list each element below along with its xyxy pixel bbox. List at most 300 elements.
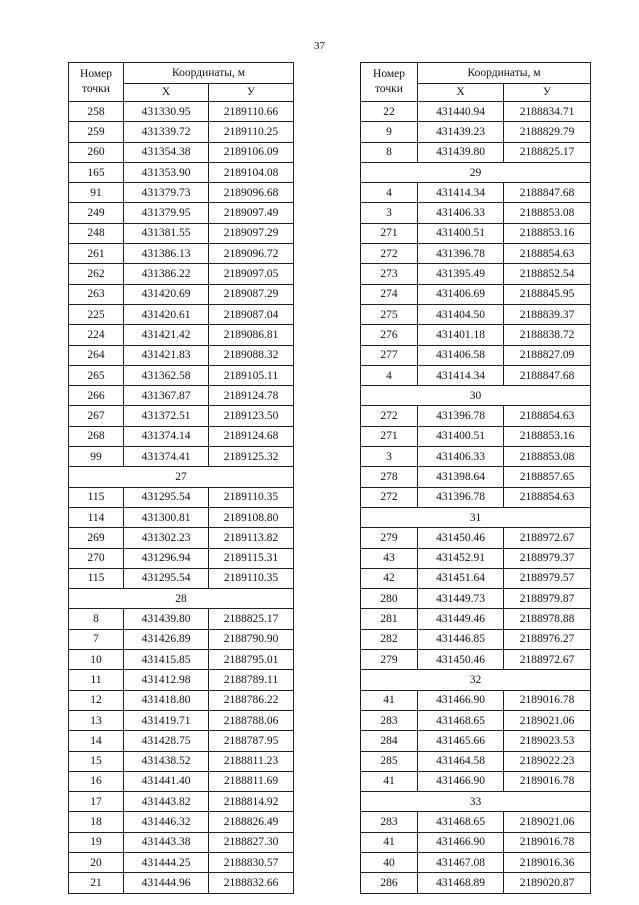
table-row <box>361 406 591 426</box>
table-row <box>361 751 591 771</box>
point-number-cell: 8 <box>361 142 418 162</box>
y-coordinate-cell: 2188811.23 <box>209 751 294 771</box>
table-row <box>69 771 294 791</box>
x-coordinate-cell: 431419.71 <box>124 710 209 730</box>
y-coordinate-cell: 2189020.87 <box>504 873 591 893</box>
point-number-cell: 225 <box>69 304 124 324</box>
point-number-cell: 279 <box>361 650 418 670</box>
point-number-cell: 275 <box>361 304 418 324</box>
x-coordinate-cell: 431418.80 <box>124 690 209 710</box>
y-coordinate-cell: 2189096.68 <box>209 183 294 203</box>
group-number: 27 <box>69 467 294 487</box>
point-number-cell: 12 <box>69 690 124 710</box>
point-number-cell: 115 <box>69 487 124 507</box>
point-number-cell: 266 <box>69 386 124 406</box>
x-coordinate-cell: 431372.51 <box>124 406 209 426</box>
y-coordinate-cell: 2188790.90 <box>209 629 294 649</box>
y-coordinate-cell: 2188832.66 <box>209 873 294 893</box>
y-coordinate-cell: 2188839.37 <box>504 304 591 324</box>
y-coordinate-cell: 2188787.95 <box>209 731 294 751</box>
point-number-cell: 249 <box>69 203 124 223</box>
x-coordinate-cell: 431381.55 <box>124 223 209 243</box>
x-coordinate-cell: 431452.91 <box>418 548 504 568</box>
table-row <box>69 507 294 527</box>
point-number-cell: 19 <box>69 832 124 852</box>
table-row <box>69 873 294 893</box>
point-number-cell: 15 <box>69 751 124 771</box>
table-row <box>69 203 294 223</box>
y-coordinate-cell: 2188972.67 <box>504 528 591 548</box>
table-row <box>361 142 591 162</box>
group-row <box>69 467 294 487</box>
group-row <box>361 162 591 182</box>
y-coordinate-cell: 2189097.29 <box>209 223 294 243</box>
y-coordinate-cell: 2188857.65 <box>504 467 591 487</box>
point-number-cell: 258 <box>69 102 124 122</box>
point-number-cell: 4 <box>361 365 418 385</box>
point-number-cell: 10 <box>69 650 124 670</box>
point-number-cell: 274 <box>361 284 418 304</box>
table-row <box>69 751 294 771</box>
x-coordinate-cell: 431468.89 <box>418 873 504 893</box>
y-coordinate-cell: 2189023.53 <box>504 731 591 751</box>
y-coordinate-cell: 2188826.49 <box>209 812 294 832</box>
group-number: 31 <box>361 507 591 527</box>
table-row <box>69 264 294 284</box>
table-row <box>69 345 294 365</box>
x-coordinate-cell: 431439.23 <box>418 122 504 142</box>
table-row <box>361 710 591 730</box>
table-row <box>361 264 591 284</box>
table-row <box>361 365 591 385</box>
table-row <box>69 447 294 467</box>
x-coordinate-cell: 431450.46 <box>418 650 504 670</box>
x-coordinate-cell: 431420.69 <box>124 284 209 304</box>
table-row <box>361 528 591 548</box>
x-coordinate-cell: 431421.83 <box>124 345 209 365</box>
point-number-cell: 279 <box>361 528 418 548</box>
x-coordinate-cell: 431440.94 <box>418 102 504 122</box>
x-coordinate-cell: 431353.90 <box>124 162 209 182</box>
point-number-cell: 224 <box>69 325 124 345</box>
point-number-cell: 284 <box>361 731 418 751</box>
x-coordinate-cell: 431302.23 <box>124 528 209 548</box>
x-coordinate-cell: 431467.08 <box>418 852 504 872</box>
group-number: 33 <box>361 792 591 812</box>
y-coordinate-cell: 2189124.78 <box>209 386 294 406</box>
y-coordinate-cell: 2188845.95 <box>504 284 591 304</box>
x-coordinate-cell: 431441.40 <box>124 771 209 791</box>
group-row <box>361 386 591 406</box>
point-number-cell: 41 <box>361 832 418 852</box>
y-coordinate-cell: 2189108.80 <box>209 507 294 527</box>
y-coordinate-cell: 2189124.68 <box>209 426 294 446</box>
x-coordinate-cell: 431386.13 <box>124 244 209 264</box>
group-row <box>69 589 294 609</box>
y-coordinate-cell: 2188838.72 <box>504 325 591 345</box>
table-row <box>69 122 294 142</box>
point-number-cell: 248 <box>69 223 124 243</box>
y-coordinate-cell: 2188830.57 <box>209 852 294 872</box>
y-coordinate-cell: 2188795.01 <box>209 650 294 670</box>
y-coordinate-cell: 2189125.32 <box>209 447 294 467</box>
point-number-cell: 3 <box>361 203 418 223</box>
table-row <box>361 852 591 872</box>
table-row <box>69 832 294 852</box>
point-number-cell: 276 <box>361 325 418 345</box>
x-coordinate-cell: 431446.85 <box>418 629 504 649</box>
table-row <box>361 122 591 142</box>
point-number-cell: 261 <box>69 244 124 264</box>
table-row <box>361 690 591 710</box>
point-number-header-line1: Номер <box>80 68 112 80</box>
y-coordinate-cell: 2188827.30 <box>209 832 294 852</box>
x-coordinate-cell: 431446.32 <box>124 812 209 832</box>
y-coordinate-cell: 2188811.69 <box>209 771 294 791</box>
point-number-cell: 281 <box>361 609 418 629</box>
point-number-cell: 114 <box>69 507 124 527</box>
point-number-cell: 41 <box>361 690 418 710</box>
point-number-header <box>69 63 124 102</box>
point-number-cell: 268 <box>69 426 124 446</box>
point-number-header-line2: точки <box>82 83 110 95</box>
y-coordinate-cell: 2188854.63 <box>504 244 591 264</box>
table-row <box>361 548 591 568</box>
y-coordinate-cell: 2189104.08 <box>209 162 294 182</box>
point-number-cell: 99 <box>69 447 124 467</box>
point-number-cell: 165 <box>69 162 124 182</box>
x-coordinate-cell: 431415.85 <box>124 650 209 670</box>
y-coordinate-cell: 2188789.11 <box>209 670 294 690</box>
table-row <box>361 832 591 852</box>
y-coordinate-cell: 2188825.17 <box>209 609 294 629</box>
point-number-cell: 265 <box>69 365 124 385</box>
y-coordinate-cell: 2189016.78 <box>504 690 591 710</box>
table-row <box>69 284 294 304</box>
x-coordinate-cell: 431354.38 <box>124 142 209 162</box>
x-coordinate-cell: 431330.95 <box>124 102 209 122</box>
x-coordinate-cell: 431404.50 <box>418 304 504 324</box>
table-row <box>69 629 294 649</box>
y-coordinate-cell: 2189088.32 <box>209 345 294 365</box>
x-coordinate-cell: 431420.61 <box>124 304 209 324</box>
x-coordinate-cell: 431466.90 <box>418 690 504 710</box>
x-coordinate-cell: 431406.33 <box>418 203 504 223</box>
point-number-cell: 282 <box>361 629 418 649</box>
table-row <box>361 487 591 507</box>
y-coordinate-cell: 2188829.79 <box>504 122 591 142</box>
point-number-cell: 283 <box>361 710 418 730</box>
y-coordinate-cell: 2188854.63 <box>504 406 591 426</box>
point-number-cell: 259 <box>69 122 124 142</box>
table-row <box>69 609 294 629</box>
table-row <box>69 670 294 690</box>
table-row <box>69 792 294 812</box>
group-row <box>361 792 591 812</box>
point-number-cell: 278 <box>361 467 418 487</box>
point-number-cell: 270 <box>69 548 124 568</box>
y-coordinate-cell: 2189021.06 <box>504 812 591 832</box>
coordinates-table-right <box>360 62 591 894</box>
y-coordinate-cell: 2189097.49 <box>209 203 294 223</box>
y-coordinate-cell: 2189096.72 <box>209 244 294 264</box>
x-coordinate-cell: 431367.87 <box>124 386 209 406</box>
y-coordinate-cell: 2188979.37 <box>504 548 591 568</box>
point-number-cell: 42 <box>361 568 418 588</box>
point-number-cell: 269 <box>69 528 124 548</box>
x-coordinate-cell: 431406.58 <box>418 345 504 365</box>
y-coordinate-cell: 2188825.17 <box>504 142 591 162</box>
y-coordinate-cell: 2188854.63 <box>504 487 591 507</box>
point-number-cell: 14 <box>69 731 124 751</box>
x-coordinate-cell: 431379.73 <box>124 183 209 203</box>
y-coordinate-cell: 2188834.71 <box>504 102 591 122</box>
x-coordinate-cell: 431451.64 <box>418 568 504 588</box>
x-coordinate-cell: 431412.98 <box>124 670 209 690</box>
y-header: У <box>209 83 294 101</box>
point-number-cell: 43 <box>361 548 418 568</box>
coordinates-body-left <box>69 102 294 894</box>
x-coordinate-cell: 431466.90 <box>418 832 504 852</box>
point-number-cell: 285 <box>361 751 418 771</box>
table-row <box>361 589 591 609</box>
table-row <box>69 162 294 182</box>
x-coordinate-cell: 431395.49 <box>418 264 504 284</box>
table-row <box>69 690 294 710</box>
table-row <box>361 284 591 304</box>
group-number: 29 <box>361 162 591 182</box>
y-coordinate-cell: 2189105.11 <box>209 365 294 385</box>
table-row <box>69 325 294 345</box>
point-number-cell: 7 <box>69 629 124 649</box>
x-coordinate-cell: 431374.14 <box>124 426 209 446</box>
x-coordinate-cell: 431414.34 <box>418 183 504 203</box>
table-row <box>69 568 294 588</box>
x-coordinate-cell: 431465.66 <box>418 731 504 751</box>
y-coordinate-cell: 2189016.78 <box>504 832 591 852</box>
point-number-header-line1: Номер <box>373 68 405 80</box>
point-number-cell: 262 <box>69 264 124 284</box>
x-coordinate-cell: 431296.94 <box>124 548 209 568</box>
table-row <box>69 304 294 324</box>
y-coordinate-cell: 2188853.16 <box>504 223 591 243</box>
coordinates-header: Координаты, м <box>418 63 591 84</box>
point-number-cell: 260 <box>69 142 124 162</box>
x-coordinate-cell: 431396.78 <box>418 244 504 264</box>
point-number-cell: 40 <box>361 852 418 872</box>
point-number-cell: 91 <box>69 183 124 203</box>
y-coordinate-cell: 2189022.23 <box>504 751 591 771</box>
table-row <box>361 650 591 670</box>
y-coordinate-cell: 2189087.29 <box>209 284 294 304</box>
x-coordinate-cell: 431406.69 <box>418 284 504 304</box>
table-row <box>361 812 591 832</box>
point-number-cell: 16 <box>69 771 124 791</box>
point-number-cell: 277 <box>361 345 418 365</box>
table-row <box>361 731 591 751</box>
x-coordinate-cell: 431295.54 <box>124 568 209 588</box>
x-coordinate-cell: 431468.65 <box>418 710 504 730</box>
y-coordinate-cell: 2188853.08 <box>504 447 591 467</box>
y-coordinate-cell: 2188814.92 <box>209 792 294 812</box>
table-row <box>361 223 591 243</box>
y-coordinate-cell: 2189110.25 <box>209 122 294 142</box>
x-coordinate-cell: 431439.80 <box>124 609 209 629</box>
point-number-header <box>361 63 418 102</box>
y-coordinate-cell: 2188979.57 <box>504 568 591 588</box>
table-row <box>69 650 294 670</box>
point-number-cell: 11 <box>69 670 124 690</box>
table-row <box>69 183 294 203</box>
y-coordinate-cell: 2188788.06 <box>209 710 294 730</box>
group-number: 32 <box>361 670 591 690</box>
x-coordinate-cell: 431443.38 <box>124 832 209 852</box>
y-coordinate-cell: 2189115.31 <box>209 548 294 568</box>
x-coordinate-cell: 431449.46 <box>418 609 504 629</box>
point-number-cell: 267 <box>69 406 124 426</box>
x-coordinate-cell: 431438.52 <box>124 751 209 771</box>
x-coordinate-cell: 431398.64 <box>418 467 504 487</box>
y-coordinate-cell: 2188979.87 <box>504 589 591 609</box>
y-coordinate-cell: 2189106.09 <box>209 142 294 162</box>
point-number-cell: 264 <box>69 345 124 365</box>
x-coordinate-cell: 431386.22 <box>124 264 209 284</box>
point-number-cell: 9 <box>361 122 418 142</box>
y-coordinate-cell: 2188853.08 <box>504 203 591 223</box>
y-coordinate-cell: 2188786.22 <box>209 690 294 710</box>
y-coordinate-cell: 2188847.68 <box>504 365 591 385</box>
x-coordinate-cell: 431400.51 <box>418 426 504 446</box>
y-coordinate-cell: 2188852.54 <box>504 264 591 284</box>
x-coordinate-cell: 431400.51 <box>418 223 504 243</box>
point-number-cell: 8 <box>69 609 124 629</box>
point-number-cell: 17 <box>69 792 124 812</box>
table-row <box>361 609 591 629</box>
y-coordinate-cell: 2189087.04 <box>209 304 294 324</box>
x-coordinate-cell: 431339.72 <box>124 122 209 142</box>
table-row <box>69 812 294 832</box>
point-number-cell: 271 <box>361 426 418 446</box>
table-row <box>361 447 591 467</box>
table-row <box>69 223 294 243</box>
x-header: Х <box>418 83 504 101</box>
point-number-cell: 272 <box>361 244 418 264</box>
y-coordinate-cell: 2189110.66 <box>209 102 294 122</box>
point-number-cell: 4 <box>361 183 418 203</box>
table-row <box>69 487 294 507</box>
y-coordinate-cell: 2189113.82 <box>209 528 294 548</box>
table-row <box>69 426 294 446</box>
x-coordinate-cell: 431396.78 <box>418 406 504 426</box>
y-coordinate-cell: 2188827.09 <box>504 345 591 365</box>
table-row <box>361 426 591 446</box>
x-coordinate-cell: 431450.46 <box>418 528 504 548</box>
x-coordinate-cell: 431396.78 <box>418 487 504 507</box>
table-row <box>69 852 294 872</box>
table-row <box>361 345 591 365</box>
x-coordinate-cell: 431374.41 <box>124 447 209 467</box>
table-row <box>69 528 294 548</box>
y-coordinate-cell: 2189097.05 <box>209 264 294 284</box>
point-number-cell: 18 <box>69 812 124 832</box>
y-coordinate-cell: 2189110.35 <box>209 487 294 507</box>
table-row <box>69 548 294 568</box>
x-coordinate-cell: 431406.33 <box>418 447 504 467</box>
table-row <box>361 203 591 223</box>
table-row <box>361 771 591 791</box>
x-coordinate-cell: 431468.65 <box>418 812 504 832</box>
y-coordinate-cell: 2189123.50 <box>209 406 294 426</box>
x-coordinate-cell: 431362.58 <box>124 365 209 385</box>
point-number-header-line2: точки <box>375 83 403 95</box>
x-coordinate-cell: 431428.75 <box>124 731 209 751</box>
x-coordinate-cell: 431414.34 <box>418 365 504 385</box>
point-number-cell: 21 <box>69 873 124 893</box>
y-coordinate-cell: 2189021.06 <box>504 710 591 730</box>
y-coordinate-cell: 2188978.88 <box>504 609 591 629</box>
x-coordinate-cell: 431295.54 <box>124 487 209 507</box>
group-number: 28 <box>69 589 294 609</box>
y-coordinate-cell: 2189110.35 <box>209 568 294 588</box>
table-row <box>69 365 294 385</box>
coordinates-table-left <box>68 62 294 894</box>
x-coordinate-cell: 431300.81 <box>124 507 209 527</box>
point-number-cell: 271 <box>361 223 418 243</box>
x-coordinate-cell: 431421.42 <box>124 325 209 345</box>
point-number-cell: 286 <box>361 873 418 893</box>
page-number: 37 <box>314 40 325 52</box>
x-coordinate-cell: 431439.80 <box>418 142 504 162</box>
group-row <box>361 507 591 527</box>
group-row <box>361 670 591 690</box>
y-coordinate-cell: 2188972.67 <box>504 650 591 670</box>
table-row <box>69 406 294 426</box>
x-coordinate-cell: 431464.58 <box>418 751 504 771</box>
table-row <box>361 467 591 487</box>
point-number-cell: 3 <box>361 447 418 467</box>
x-coordinate-cell: 431401.18 <box>418 325 504 345</box>
point-number-cell: 280 <box>361 589 418 609</box>
table-row <box>361 102 591 122</box>
y-coordinate-cell: 2189016.78 <box>504 771 591 791</box>
point-number-cell: 283 <box>361 812 418 832</box>
point-number-cell: 272 <box>361 487 418 507</box>
x-coordinate-cell: 431466.90 <box>418 771 504 791</box>
y-coordinate-cell: 2188853.16 <box>504 426 591 446</box>
x-coordinate-cell: 431379.95 <box>124 203 209 223</box>
x-coordinate-cell: 431443.82 <box>124 792 209 812</box>
table-row <box>69 102 294 122</box>
coordinates-body-right <box>361 102 591 894</box>
x-coordinate-cell: 431444.25 <box>124 852 209 872</box>
point-number-cell: 273 <box>361 264 418 284</box>
x-coordinate-cell: 431444.96 <box>124 873 209 893</box>
table-row <box>361 325 591 345</box>
point-number-cell: 272 <box>361 406 418 426</box>
coordinates-header: Координаты, м <box>124 63 294 84</box>
point-number-cell: 13 <box>69 710 124 730</box>
table-row <box>361 244 591 264</box>
x-header: Х <box>124 83 209 101</box>
y-coordinate-cell: 2189016.36 <box>504 852 591 872</box>
point-number-cell: 22 <box>361 102 418 122</box>
table-row <box>361 568 591 588</box>
table-row <box>361 183 591 203</box>
group-number: 30 <box>361 386 591 406</box>
point-number-cell: 20 <box>69 852 124 872</box>
table-row <box>69 731 294 751</box>
point-number-cell: 41 <box>361 771 418 791</box>
